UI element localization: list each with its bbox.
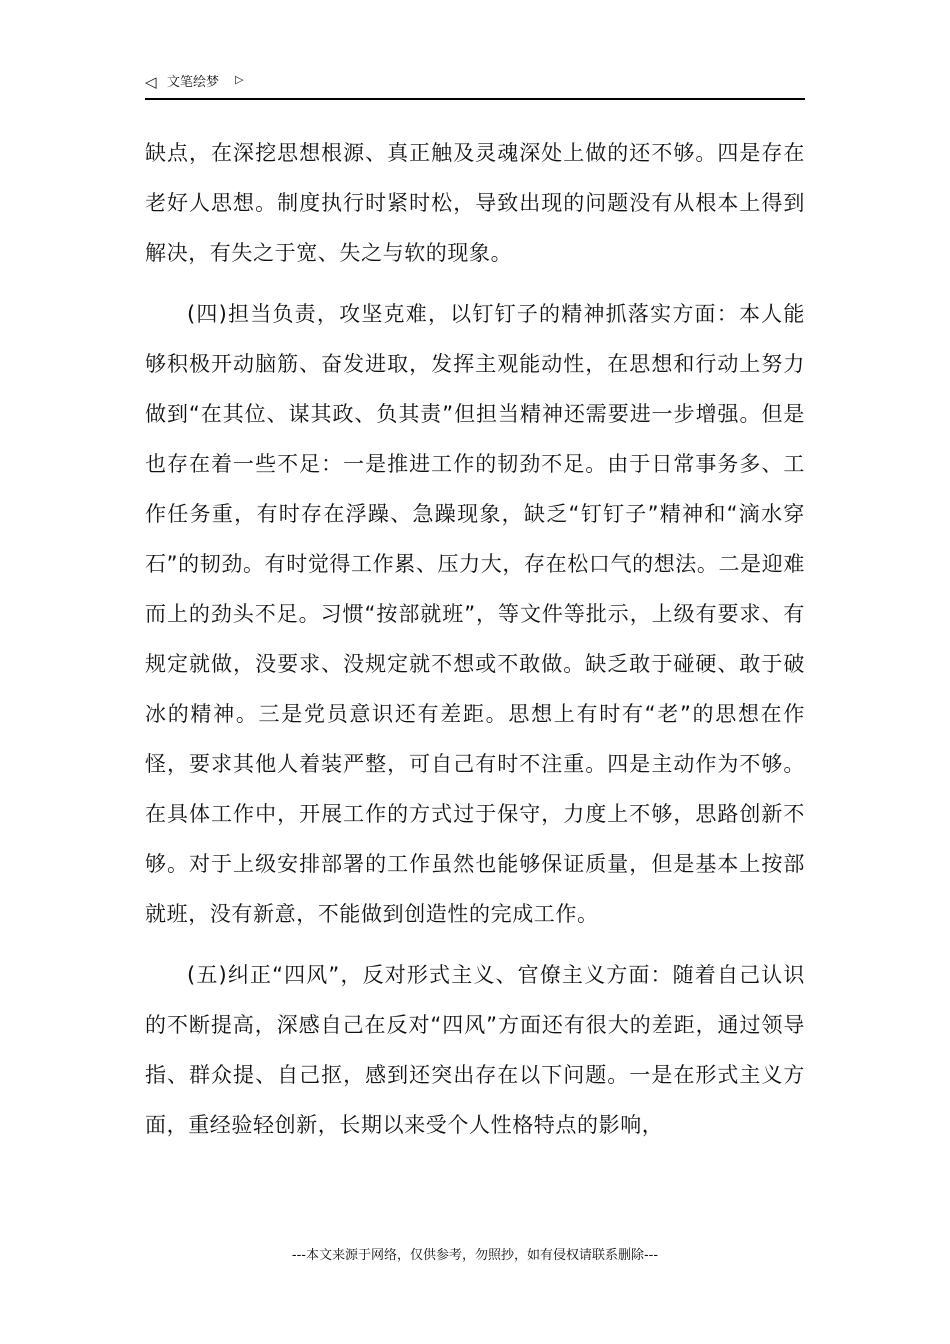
paragraph-section-4: (四)担当负责，攻坚克难，以钉钉子的精神抓落实方面：本人能够积极开动脑筋、奋发进取，发挥主观能动性，在思想和行动上努力做到“在其位、谋其政、负其责”但担当精神还需要进一步增强。但是也存在着一些不足：一是推进工作的韧劲不足。由于日常事务多、工作任务重，有时存在浮躁、急躁现象，缺乏“钉钉子”精神和“滴水穿石”的韧劲。有时觉得工作累、压力大，存在松口气的想法。二是迎难而上的劲头不足。习惯“按部就班”，等文件等批示，上级有要求、有规定就做，没要求、没规定就不想或不敢做。缺乏敢于碰硬、敢于破冰的精神。三是党员意识还有差距。思想上有时有“老”的思想在作怪，要求其他人着装严整，可自己有时不注重。四是主动作为不够。在具体工作中，开展工作的方式过于保守，力度上不够，思路创新不够。对于上级安排部署的工作虽然也能够保证质量，但是基本上按部就班，没有新意，不能做到创造性的完成工作。 xyxy=(145,302,805,926)
header-title: 文笔绘梦 xyxy=(167,75,220,90)
document-body xyxy=(145,128,805,1150)
paragraph-section-5: (五)纠正“四风”，反对形式主义、官僚主义方面：随着自己认识的不断提高，深感自己在反对“四风”方面还有很大的差距，通过领导指、群众提、自己抠，感到还突出存在以下问题。一是在形式主义方面，重经验轻创新，长期以来受个人性格特点的影响， xyxy=(145,963,805,1137)
right-triangle-icon: ▷ xyxy=(235,73,244,86)
page-footer-disclaimer: ---本文来源于网络，仅供参考，勿照抄，如有侵权请联系删除--- xyxy=(291,1248,659,1263)
page-header xyxy=(145,70,805,100)
paragraph-continued: 缺点，在深挖思想根源、真正触及灵魂深处上做的还不够。四是存在老好人思想。制度执行时紧时松，导致出现的问题没有从根本上得到解决，有失之于宽、失之与软的现象。 xyxy=(145,141,805,265)
left-triangle-icon: ◁ xyxy=(145,73,157,91)
